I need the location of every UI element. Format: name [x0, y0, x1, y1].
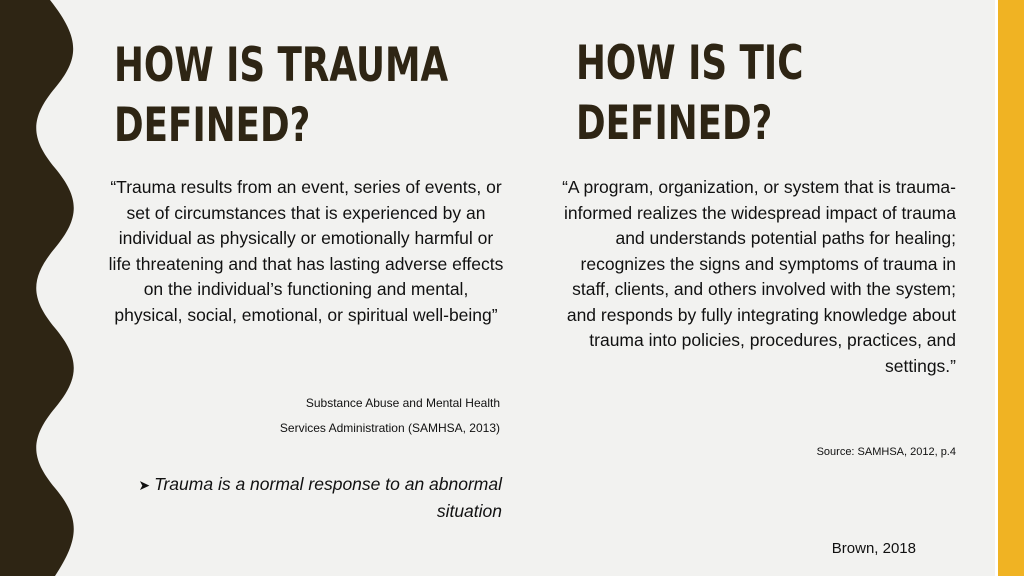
right-heading-line-2: DEFINED? — [576, 96, 773, 151]
left-heading-line-1: HOW IS TRAUMA — [114, 38, 449, 93]
source-line-2: Services Administration (SAMHSA, 2013) — [279, 421, 500, 435]
right-heading-line-1: HOW IS TIC — [576, 36, 804, 91]
trauma-definition-quote: “Trauma results from an event, series of events, or set of circumstances that is experienced by an individual as physically or emotionally harmful or life threatening and that has lasting adverse effects on the individual’s functioning and mental, physical, social, emotional, or spiritual well-being” — [108, 177, 504, 325]
right-heading — [576, 34, 803, 154]
accent-bar — [998, 0, 1024, 576]
tic-definition-source: Source: SAMHSA, 2012, p.4 — [816, 446, 956, 458]
slide-credit: Brown, 2018 — [831, 540, 916, 557]
source-line-1: Substance Abuse and Mental Health — [305, 396, 500, 410]
left-heading — [114, 36, 448, 156]
tic-definition-quote: “A program, organization, or system that is trauma-informed realizes the widespread impact of trauma and understands potential paths for healing; recognizes the signs and symptoms of trauma in staff, clients, and others involved with the system; and responds by fully integrating knowledge about trauma into policies, procedures, practices, and settings.” — [562, 177, 956, 376]
key-point-bullet — [118, 471, 502, 524]
wave-border-decoration — [0, 0, 80, 576]
trauma-definition-source — [200, 391, 500, 441]
key-point-text: Trauma is a normal response to an abnormal situation — [154, 474, 502, 521]
left-heading-line-2: DEFINED? — [114, 98, 311, 153]
arrow-bullet-icon: ➤ — [138, 477, 151, 493]
